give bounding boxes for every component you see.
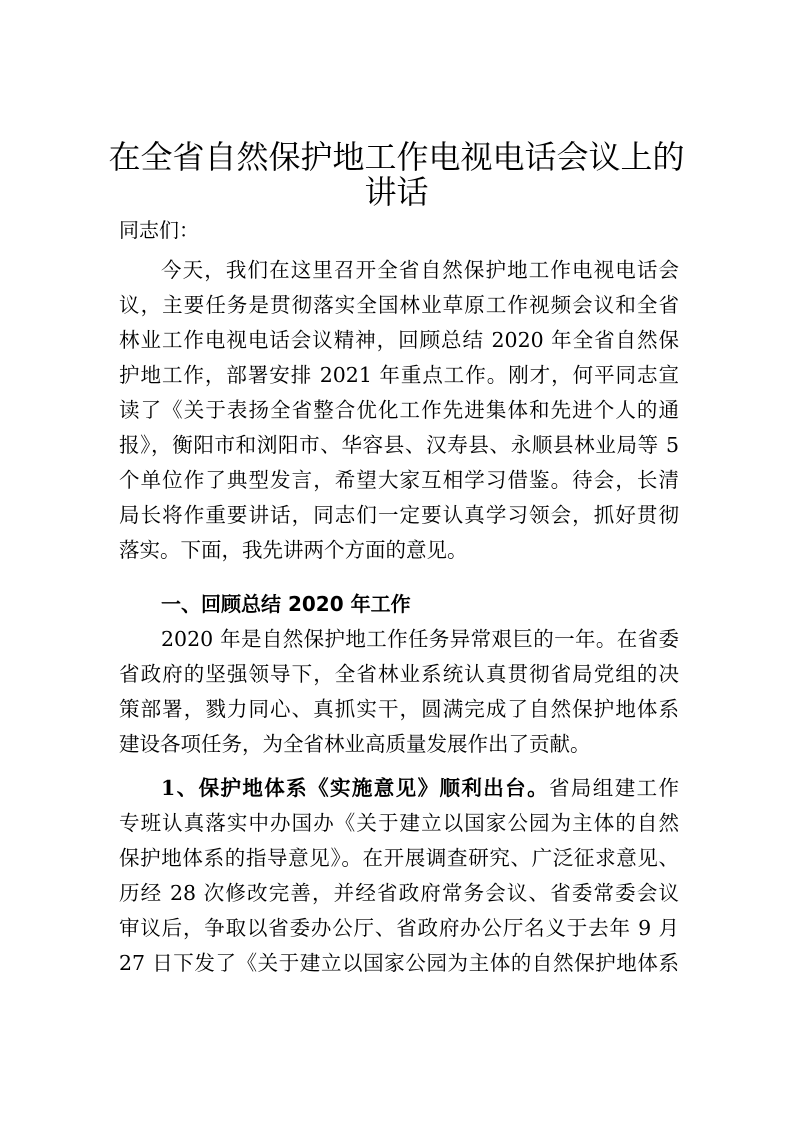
item-1-first-line — [161, 771, 679, 806]
item-1-line: 保护地体系的指导意见》。在开展调查研究、广泛征求意见、 — [119, 846, 679, 870]
document-title-line-2: 讲话 — [364, 173, 429, 211]
item-1-line: 审议后，争取以省委办公厅、省政府办公厅名义于去年 9 月 — [119, 916, 679, 940]
document-title-line-1: 在全省自然保护地工作电视电话会议上的 — [108, 138, 685, 176]
section-heading: 一、回顾总结 2020 年工作 — [161, 592, 411, 616]
intro-line: 议，主要任务是贯彻落实全国林业草原工作视频会议和全省 — [119, 293, 679, 317]
item-1-first-line-rest: 省局组建工作 — [549, 776, 680, 800]
section-1-line: 2020 年是自然保护地工作任务异常艰巨的一年。在省委 — [161, 627, 679, 651]
intro-line: 落实。下面，我先讲两个方面的意见。 — [119, 538, 468, 562]
intro-line: 读了《关于表扬全省整合优化工作先进集体和先进个人的通 — [119, 398, 679, 422]
intro-line: 护地工作，部署安排 2021 年重点工作。刚才，何平同志宣 — [119, 363, 679, 387]
item-1-lead: 1、保护地体系《实施意见》顺利出台。 — [161, 776, 549, 800]
item-1-line: 历经 28 次修改完善，并经省政府常务会议、省委常委会议 — [119, 881, 679, 905]
intro-line: 报》，衡阳市和浏阳市、华容县、汉寿县、永顺县林业局等 5 — [119, 433, 679, 457]
intro-line: 个单位作了典型发言，希望大家互相学习借鉴。待会，长清 — [119, 468, 679, 492]
intro-line: 林业工作电视电话会议精神，回顾总结 2020 年全省自然保 — [119, 328, 679, 352]
section-1-line: 省政府的坚强领导下，全省林业系统认真贯彻省局党组的决 — [119, 662, 679, 686]
section-1-line: 策部署，戮力同心、真抓实干，圆满完成了自然保护地体系 — [119, 697, 679, 721]
intro-line: 今天，我们在这里召开全省自然保护地工作电视电话会 — [161, 258, 679, 282]
intro-line: 局长将作重要讲话，同志们一定要认真学习领会，抓好贯彻 — [119, 503, 679, 527]
section-1-line: 建设各项任务，为全省林业高质量发展作出了贡献。 — [119, 732, 591, 756]
item-1-line: 27 日下发了《关于建立以国家公园为主体的自然保护地体系 — [119, 951, 679, 975]
item-1-line: 专班认真落实中办国办《关于建立以国家公园为主体的自然 — [119, 811, 679, 835]
greeting: 同志们： — [119, 218, 199, 242]
